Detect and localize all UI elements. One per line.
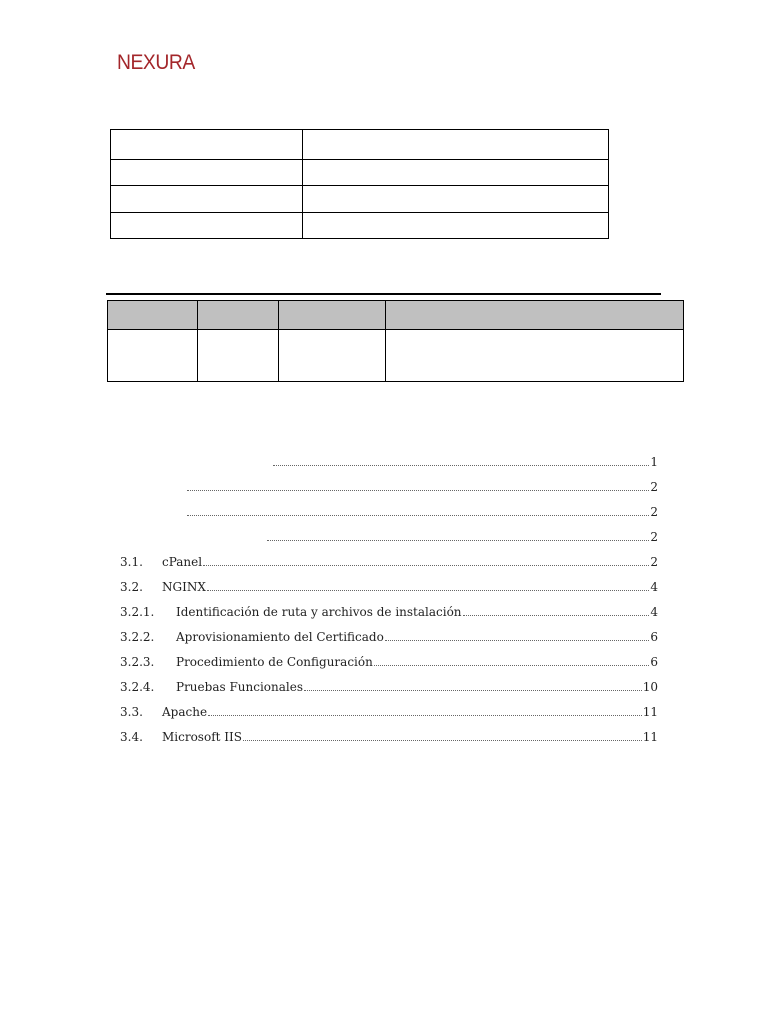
toc-entry-page: 2 (650, 480, 658, 494)
toc-entry-page: 11 (642, 730, 658, 744)
toc-entry[interactable] (120, 580, 658, 594)
toc-entry-title: Pruebas Funcionales (176, 680, 303, 694)
toc-leader-dots (243, 739, 642, 741)
toc-entry[interactable] (120, 655, 658, 669)
toc-entry-title: Apache (162, 705, 208, 719)
toc-entry[interactable] (120, 730, 658, 744)
toc-entry-number: 3.2.2. (120, 630, 155, 644)
toc-entry[interactable] (120, 630, 658, 644)
toc-entry-title: Microsoft IIS (162, 730, 242, 744)
toc-entry-number: 3.4. (120, 730, 143, 744)
toc-leader-dots (304, 689, 642, 691)
toc-entry-number: 3.1. (120, 555, 143, 569)
toc-leader-dots (207, 589, 649, 591)
toc-entry[interactable] (120, 680, 658, 694)
toc-entry-title: Identificación de ruta y archivos de instalación (176, 605, 462, 619)
toc-entry[interactable] (266, 530, 658, 544)
toc-leader-dots (374, 664, 650, 666)
toc-entry-number: 3.3. (120, 705, 143, 719)
toc-entry-title: Procedimiento de Configuración (176, 655, 373, 669)
toc-entry-page: 1 (650, 455, 658, 469)
toc-leader-dots (267, 539, 649, 541)
toc-entry[interactable] (120, 705, 658, 719)
toc-entry-number: 3.2.1. (120, 605, 155, 619)
toc-leader-dots (385, 639, 650, 641)
toc-entry-number: 3.2.3. (120, 655, 155, 669)
toc-entry[interactable] (186, 480, 658, 494)
toc-entry-number: 3.2. (120, 580, 143, 594)
toc-leader-dots (463, 614, 650, 616)
toc-entry-page: 2 (650, 530, 658, 544)
toc-entry-page: 4 (650, 605, 658, 619)
toc-leader-dots (273, 464, 649, 466)
toc-entry-page: 2 (650, 555, 658, 569)
toc-entry-page: 6 (650, 655, 658, 669)
toc-entry[interactable] (120, 555, 658, 569)
company-logo: NEXURA (117, 51, 195, 74)
toc-leader-dots (187, 514, 649, 516)
toc-entry[interactable] (120, 605, 658, 619)
toc-entry-page: 10 (642, 680, 658, 694)
toc-entry-title: NGINX (162, 580, 206, 594)
toc-entry[interactable] (186, 505, 658, 519)
toc-entry-number: 3.2.4. (120, 680, 155, 694)
toc-leader-dots (208, 714, 642, 716)
toc-leader-dots (187, 489, 649, 491)
toc-entry[interactable] (272, 455, 658, 469)
toc-entry-title: cPanel (162, 555, 203, 569)
toc-entry-page: 4 (650, 580, 658, 594)
toc-leader-dots (203, 564, 649, 566)
toc-entry-page: 6 (650, 630, 658, 644)
toc-entry-page: 2 (650, 505, 658, 519)
toc-entry-page: 11 (642, 705, 658, 719)
toc-entry-title: Aprovisionamiento del Certificado (176, 630, 384, 644)
